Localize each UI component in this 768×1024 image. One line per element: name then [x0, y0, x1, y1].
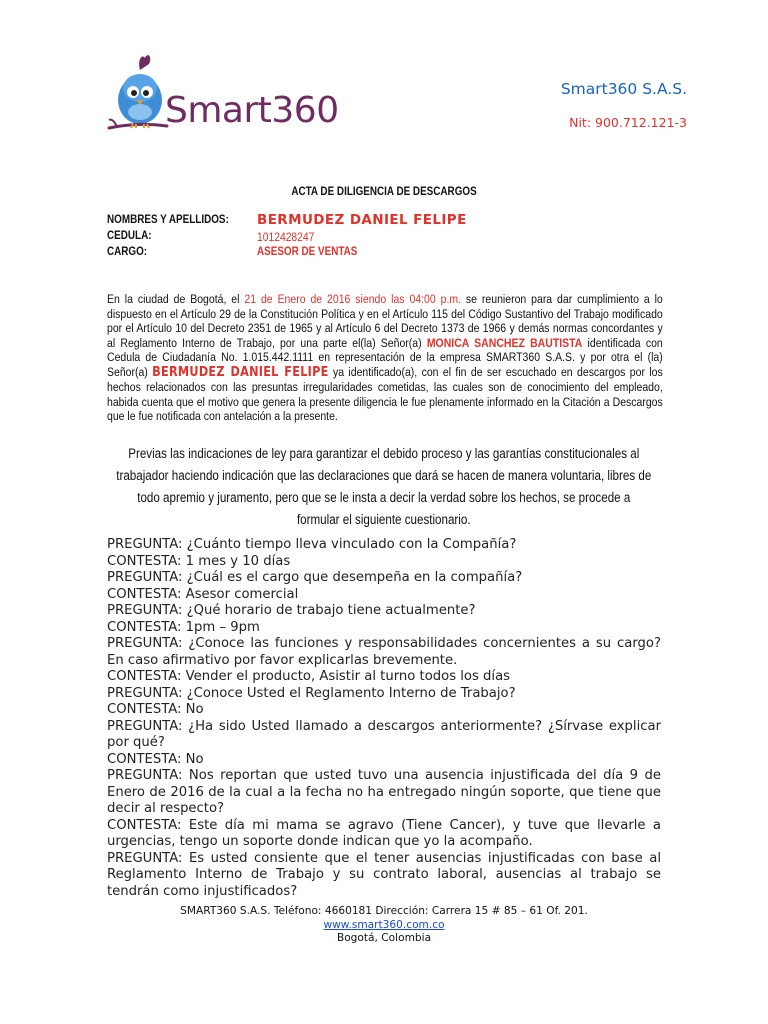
qa-line: PREGUNTA: Nos reportan que usted tuvo una ausencia injustificada del día 9 de Enero de 2016 de la cual a la fecha no ha entregado ningún soporte, que tiene que decir al respecto? [107, 768, 661, 816]
name-value: BERMUDEZ DANIEL FELIPE [257, 212, 467, 228]
qa-line: CONTESTA: Vender el producto, Asistir al turno todos los días [107, 669, 511, 684]
name-row [107, 214, 667, 230]
document-title: ACTA DE DILIGENCIA DE DESCARGOS [291, 186, 477, 198]
qa-line: CONTESTA: Asesor comercial [107, 586, 299, 602]
qa-line: CONTESTA: Este día mi mama se agravo (Tiene Cancer), y tuve que llevarle a urgencias, tengo un soporte donde indican que yo la acompaño. [107, 817, 661, 849]
name-label: NOMBRES Y APELLIDOS: [107, 214, 229, 226]
intro-paragraph [107, 292, 663, 424]
employee-name: BERMUDEZ DANIEL FELIPE [152, 364, 329, 380]
qa-line: PREGUNTA: ¿Conoce Usted el Reglamento Interno de Trabajo? [107, 685, 516, 701]
intro-text-1: En la ciudad de Bogotá, el [107, 292, 245, 306]
qa-line: CONTESTA: 1pm – 9pm [107, 619, 260, 635]
logo-wordmark: Smart360 [165, 90, 339, 131]
intro-text-4: ya identificado(a), con el fin de ser escuchado en descargos por los hechos relacionados con las presuntas irregularidades cometidas, las cuales son de conocimiento del empleado, habida cuenta que el motivo que genera la presente diligencia le fue plenamente informado en la Citación a Descargos que le fue notificada con antelación a la presente. [107, 364, 663, 423]
preface-paragraph: Previas las indicaciones de ley para garantizar el debido proceso y las garantías constitucionales al trabajador haciendo indicación que las declaraciones que dará se hacen de manera voluntaria, libres de todo apremio y juramento, pero que se le insta a decir la verdad sobre los hechos, se procede a formular el siguiente cuestionario. [116, 446, 652, 527]
qa-line: PREGUNTA: Es usted consiente que el tener ausencias injustificadas con base al Reglamento Interno de Trabajo y su contrato laboral, ausencias al trabajo se tendrán como injustificados? [107, 850, 661, 899]
qa-line: PREGUNTA: ¿Cuánto tiempo lleva vinculado con la Compañía? [107, 537, 517, 552]
company-nit: Nit: 900.712.121-3 [569, 115, 687, 130]
website-link[interactable]: www.smart360.com.co [323, 918, 445, 931]
footer-city: Bogotá, Colombia [336, 932, 432, 944]
qa-line: CONTESTA: No [107, 751, 204, 767]
qa-line: CONTESTA: 1 mes y 10 días [107, 553, 291, 569]
footer-contact: SMART360 S.A.S. Teléfono: 4660181 Dirección: Carrera 15 # 85 – 61 Of. 201. [180, 905, 588, 917]
cedula-row [107, 230, 667, 246]
qa-line: PREGUNTA: ¿Qué horario de trabajo tiene actualmente? [107, 603, 476, 618]
employee-fields [107, 214, 667, 262]
qa-line: PREGUNTA: ¿Conoce las funciones y responsabilidades concernientes a su cargo? En caso afirmativo por favor explicarlas brevemente. [107, 636, 661, 668]
meeting-date: 21 de Enero de 2016 siendo las 04:00 p.m. [244, 292, 462, 306]
page-footer [0, 905, 768, 946]
qa-line: PREGUNTA: ¿Cuál es el cargo que desempeña en la compañía? [107, 570, 523, 585]
qa-line: CONTESTA: No [107, 702, 204, 717]
intro-text-3: identificada con Cedula de Ciudadanía No. 1.015.442.1111 en representación de la empresa SMART360 S.A.S. y por otra el (la) Señor(a) [107, 335, 663, 379]
company-name: Smart360 S.A.S. [560, 80, 687, 98]
cedula-value: 1012428247 [257, 230, 315, 244]
cedula-label: CEDULA: [107, 230, 152, 242]
company-logo [107, 48, 339, 168]
cargo-label: CARGO: [107, 246, 148, 258]
representative-name: MONICA SANCHEZ BAUTISTA [426, 335, 583, 350]
intro-text-2: se reunieron para dar cumplimiento a lo dispuesto en el Artículo 29 de la Constitución Política y en el Artículo 115 del Código Sustantivo del Trabajo modificado por el Artículo 10 del Decreto 2351 de 1965 y al Artículo 6 del Decreto 1373 de 1966 y demás normas concordantes y al Reglamento Interno de Trabajo, por una parte el(la) Señor(a) [107, 292, 663, 350]
questionnaire [107, 537, 661, 900]
cargo-row [107, 246, 667, 262]
bird-mascot-icon [107, 48, 169, 138]
qa-line: PREGUNTA: ¿Ha sido Usted llamado a descargos anteriormente? ¿Sírvase explicar por qué? [107, 718, 661, 750]
cargo-value: ASESOR DE VENTAS [257, 246, 358, 258]
